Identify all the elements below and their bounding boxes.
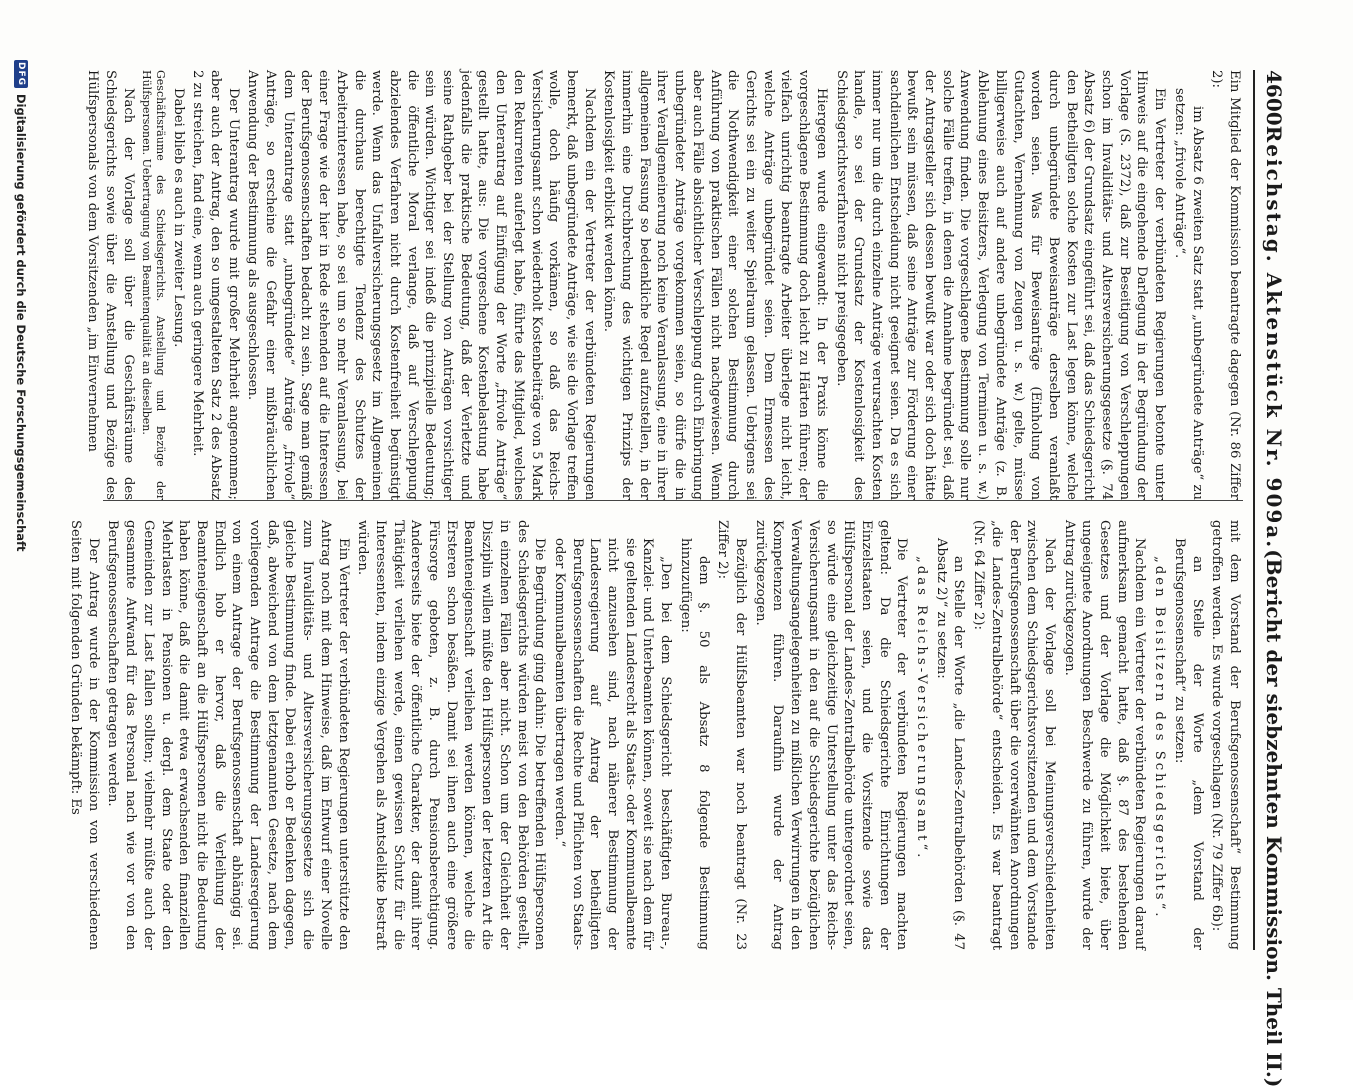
motion-quote: „das Reichs-Versicherungsamt“. bbox=[914, 556, 930, 861]
document-title: Reichstag. Aktenstück Nr. 909a. bbox=[1262, 125, 1286, 550]
motion-quote: an Stelle der Worte „dem Vorstand der Berufsgenossenschaft“ zu setzen: bbox=[1171, 538, 1205, 950]
paragraph: mit dem Vorstand der Berufsgenossenschaft“ Bestimmung getroffen werden. Es wurde vorgeschlagen (Nr. 79 Ziffer 6b): bbox=[1209, 520, 1242, 950]
motion-quote: dem §. 50 als Absatz 8 folgende Bestimmung hinzuzufügen: bbox=[677, 538, 711, 950]
paragraph: Hiergegen wurde eingewandt: In der Praxis könne die vorgeschlagene Bestimmung doch leicht zu Härten führen; der vielfach unrichtig beantragte Arbeiter überlege nicht leicht, welche Anträge unbegründet seien. Dem Ermessen des Gerichts sei ein zu weiter Spielraum gelassen. Uebrigens sei die Nothwendigkeit einer solchen Bestimmung durch Anführung von praktischen Fällen nicht nachgewiesen. Wenn aber auch Fälle absichtlicher Verschleppung durch Einbringung unbegründeter Anträge vorgekommen seien, so dürfe die in ihrer Verallgemeinerung noch keine Veranlassung, eine in ihrer allgemeinen Fassung so bedenkliche Regel aufzustellen, in der immerhin eine Durchbrechung des wichtigen Prinzips der Kostenlosigkeit erblickt werden könne. bbox=[601, 70, 829, 500]
paragraph: Nachdem ein Vertreter der verbündeten Regierungen darauf aufmerksam gemacht hatte, daß §. 87 des bestehenden Gesetzes und der Vorlage die Möglichkeit biete, über ungeeignete Anordnungen Beschwerde zu führen, wurde der Antrag zurückgezogen. bbox=[1061, 520, 1148, 950]
page-number: 4600 bbox=[1262, 70, 1286, 126]
paragraph: Die Vertreter der verbündeten Regierungen machten geltend: Da die Schiedsgerichte Einrichtungen der Einzelstaaten seien, und die Vorsitzende sowie das Hülfspersonal der Landes-Zentralbehörde untergeordnet seien, so würde eine gleichzeitige Unterstellung unter das Reichs-Versicherungsamt in den auf die Schiedsgerichte bezüglichen Verwaltungsangelegenheiten zu mißlichen Verwirrungen in den Kompetenzen führen. Daraufhin wurde der Antrag zurückgezogen. bbox=[752, 520, 910, 950]
motion-quote: an Stelle der Worte „die Landes-Zentralbehörden (§. 47 Absatz 2)“ zu setzen: bbox=[933, 538, 967, 950]
paragraph: Ein Vertreter der verbündeten Regierungen unterstützte den Antrag noch mit dem Hinweise, daß im Entwurf einer Novelle zum Invaliditäts- und Altersversicherungsgesetze sich die gleiche Bestimmung finde. Dabei erhob er Bedenken dagegen, daß, abweichend von dem letztgenannten Gesetze, nach dem vorliegenden Antrage die Bestimmung der Landesregierung von einem Antrage der Berufsgenossenschaft abhängig sei. Endlich hob er hervor, daß die Verleihung der Beamteneigenschaft an die Hülfspersonen nicht die Bedeutung haben könne, daß die damit etwa erwachsenden finanziellen Mehrlasten in Pensionen u. dergl. dem Staate oder den Gemeinden zur Last fallen sollten; vielmehr müßte auch der gesammte Aufwand für das Personal nach wie vor von den Berufsgenossenschaften getragen werden. bbox=[105, 520, 351, 950]
paragraph: Die Begründung ging dahin: Die betreffenden Hülfspersonen des Schiedsgerichts würden meist von den Behörden gestellt, in einzelnen Fällen aber nicht. Schon um der Gleichheit der Disziplin willen müßte den Hülfspersonen der letzteren Art die Beamteneigenschaft verliehen werden können, welche die Ersteren schon besäßen. Damit sei ihnen auch eine größere Fürsorge geboten, z. B. durch Pensionsberechtigung. Andererseits biete der öffentliche Charakter, der damit ihrer Thätigkeit verliehen werde, einen gewissen Schutz für die Interessenten, indem einzige Vergehen als Amtsdelikte bestraft würden. bbox=[355, 520, 548, 950]
dfg-logo-icon: DFG bbox=[16, 61, 26, 86]
paragraph: Der Antrag wurde in der Kommission von verschiedenen Seiten mit folgenden Gründen bekämpft: Es bbox=[68, 520, 101, 950]
motion-quote: im Absatz 6 zweiten Satz statt „unbegründete Anträge“ zu setzen: „frivole Anträge“. bbox=[1171, 88, 1205, 500]
motion-quote: „Den bei dem Schiedsgericht beschäftigten Bureau-, Kanzlei- und Unterbeamten können, soweit sie nach dem für sie geltenden Landesrecht als Staats- oder Kommunalbeamte nicht anzusehen sind, nach näherer Bestimmung der Landesregierung auf Antrag der betheiligten Berufsgenossenschaften die Rechte und Pflichten von Staats- oder Kommunalbeamten übertragen werden.“ bbox=[551, 538, 674, 950]
paragraph: Nach der Vorlage soll bei Meinungsverschiedenheiten zwischen dem Schiedsgerichtsvorsitzenden und dem Vorstande der Berufsgenossenschaft über die vorerwähnten Anordnungen „die Landes-Zentralbehörde“ entscheiden. Es war beantragt (Nr. 64 Ziffer 2): bbox=[971, 520, 1057, 950]
paragraph: Nachdem ein der Vertreter der verbündeten Regierungen bemerkt, daß unbegründete Anträge, wie sie die Vorlage treffen wolle, doch häufig vorkämen, so daß das Reichs-Versicherungsamt schon wiederholt Kostenbeiträge von 5 Mark den Rekurrenten auferlegt habe, führte das Mitglied, welches den Unterantrag auf Einfügung der Worte „frivole Anträge“ gestellt hatte, aus: Die vorgeschene Kostenbelastung habe jedenfalls die praktische Bedeutung, daß der Verletzte und seine Rathgeber bei der Stellung von Anträgen vorsichtiger sein würden. Wichtiger sei indeß die prinzipielle Bedeutung; die öffentliche Moral verlange, daß auf Verschleppung abzielendes Verfahren nicht durch Kostenfreiheit begünstigt werde. Wenn das Unfallversicherungsgesetz im Allgemeinen die durchaus berechtigte Tendenz des Schutzes der Arbeiterinteressen habe, so sei um so mehr Veranlassung, bei einer Frage wie der hier in Rede stehenden auf die Interessen der Berufsgenossenschaften bedacht zu sein. Sage man gemäß dem Unterantrage statt „unbegründete“ Anträge „frivole“ Anträge, so erscheine die Gefahr einer mißbräuchlichen Anwendung der Bestimmung als ausgeschlossen. bbox=[245, 70, 597, 500]
credit-text: Digitalisierung gefördert durch die Deutsche Forschungsgemeinschaft bbox=[14, 94, 28, 552]
section-heading: Geschäftsräume des Schiedsgerichts. Anstellung und Bezüge der Hülfspersonen. Uebertragung von Beamtenqualität an dieselben. bbox=[139, 70, 167, 500]
motion-quote: „den Beisitzern des Schiedsgerichts“. bbox=[1152, 556, 1168, 920]
paragraph: Der Unterantrag wurde mit großer Mehrheit angenommen; aber auch der Antrag, den so umgestalteten Satz 2 des Absatz 2 zu streichen, fand eine, wenn auch geringere Mehrheit. bbox=[190, 70, 241, 500]
digitization-credit bbox=[14, 60, 28, 940]
paragraph: Ein Vertreter der verbündeten Regierungen betonte unter Hinweis auf die eingehende Darlegung in der Begründung der Vorlage (S. 2372), daß zur Beseitigung von Verschleppungen schon im Invaliditäts- und Altersversicherungsgesetze (§. 74 Absatz 6) der Grundsatz eingeführt sei, daß das Schiedsgericht den Betheiligten solche Kosten zur Last legen könne, welche durch unbegründete Beweisanträge derselben veranlaßt worden seien. Was für Beweisanträge (Einholung von Gutachten, Vernehmung von Zeugen u. s. w.) gelte, müsse billigerweise auch auf andere unbegründete Anträge (z. B. Ablehnung eines Beisitzers, Verlegung von Terminen u. s. w.) Anwendung finden. Die vorgeschlagene Bestimmung solle nur solche Fälle treffen, in denen die Annahme begründet sei, daß der Antragsteller sich dessen bewußt war oder sich doch hätte bewußt sein müssen, daß seine Anträge zur Förderung einer sachdienlichen Entscheidung nicht geeignet seien. Da es sich immer nur um die durch einzelne Anträge verursachten Kosten handle, so sei der Grundsatz der Kostenlosigkeit des Schiedsgerichtsverfahrens nicht preisgegeben. bbox=[833, 70, 1168, 500]
paragraph: Bezüglich der Hülfsbeamten war noch beantragt (Nr. 23 Ziffer 2): bbox=[715, 520, 749, 950]
right-text-column bbox=[68, 520, 1243, 950]
paragraph: Nach der Vorlage soll über die Geschäftsräume des Schiedsgerichts sowie über die Anstellung und Bezüge des Hülfspersonals von dem Vorsitzenden „im Einvernehmen bbox=[85, 70, 136, 500]
page-header bbox=[1253, 70, 1293, 1087]
column-divider bbox=[103, 500, 1243, 501]
document-subtitle: (Bericht der siebzehnten Kommission. Theil II.) bbox=[1262, 549, 1286, 1087]
left-text-column bbox=[83, 70, 1243, 500]
paragraph: Dabei blieb es auch in zweiter Lesung. bbox=[170, 88, 186, 348]
paragraph: Ein Mitglied der Kommission beantragte dagegen (Nr. 86 Ziffer 2): bbox=[1209, 70, 1242, 500]
